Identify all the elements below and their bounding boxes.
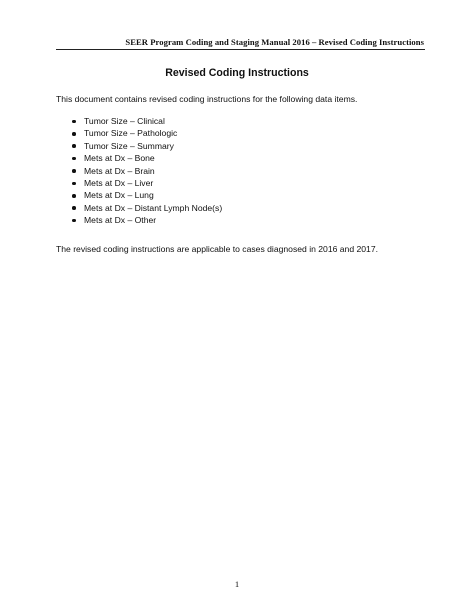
list-item-label: Mets at Dx – Bone [84,153,155,164]
page-number: 1 [234,579,240,589]
list-item-label: Tumor Size – Summary [84,140,174,151]
running-header: SEER Program Coding and Staging Manual 2016 – Revised Coding Instructions [125,37,424,47]
bullet-icon [72,144,76,148]
document-title: Revised Coding Instructions [165,67,309,79]
list-item-label: Mets at Dx – Other [84,215,157,226]
bullet-icon [72,219,76,223]
list-item-label: Mets at Dx – Lung [84,190,154,201]
bullet-icon [72,206,76,210]
list-item-label: Tumor Size – Clinical [84,116,165,126]
bullet-icon [72,194,76,198]
intro-paragraph: This document contains revised coding instructions for the following data items. [56,94,358,104]
bullet-icon [72,157,76,161]
closing-paragraph: The revised coding instructions are applicable to cases diagnosed in 2016 and 2017. [56,244,379,254]
bullet-icon [72,182,76,186]
list-item-label: Mets at Dx – Liver [84,177,154,188]
list-item-label: Tumor Size – Pathologic [84,128,178,139]
header-rule [56,49,425,50]
bullet-icon [72,169,76,173]
bullet-icon [72,132,76,136]
list-item-label: Mets at Dx – Brain [84,165,155,176]
bullet-icon [72,120,76,124]
list-item-label: Mets at Dx – Distant Lymph Node(s) [84,202,223,213]
